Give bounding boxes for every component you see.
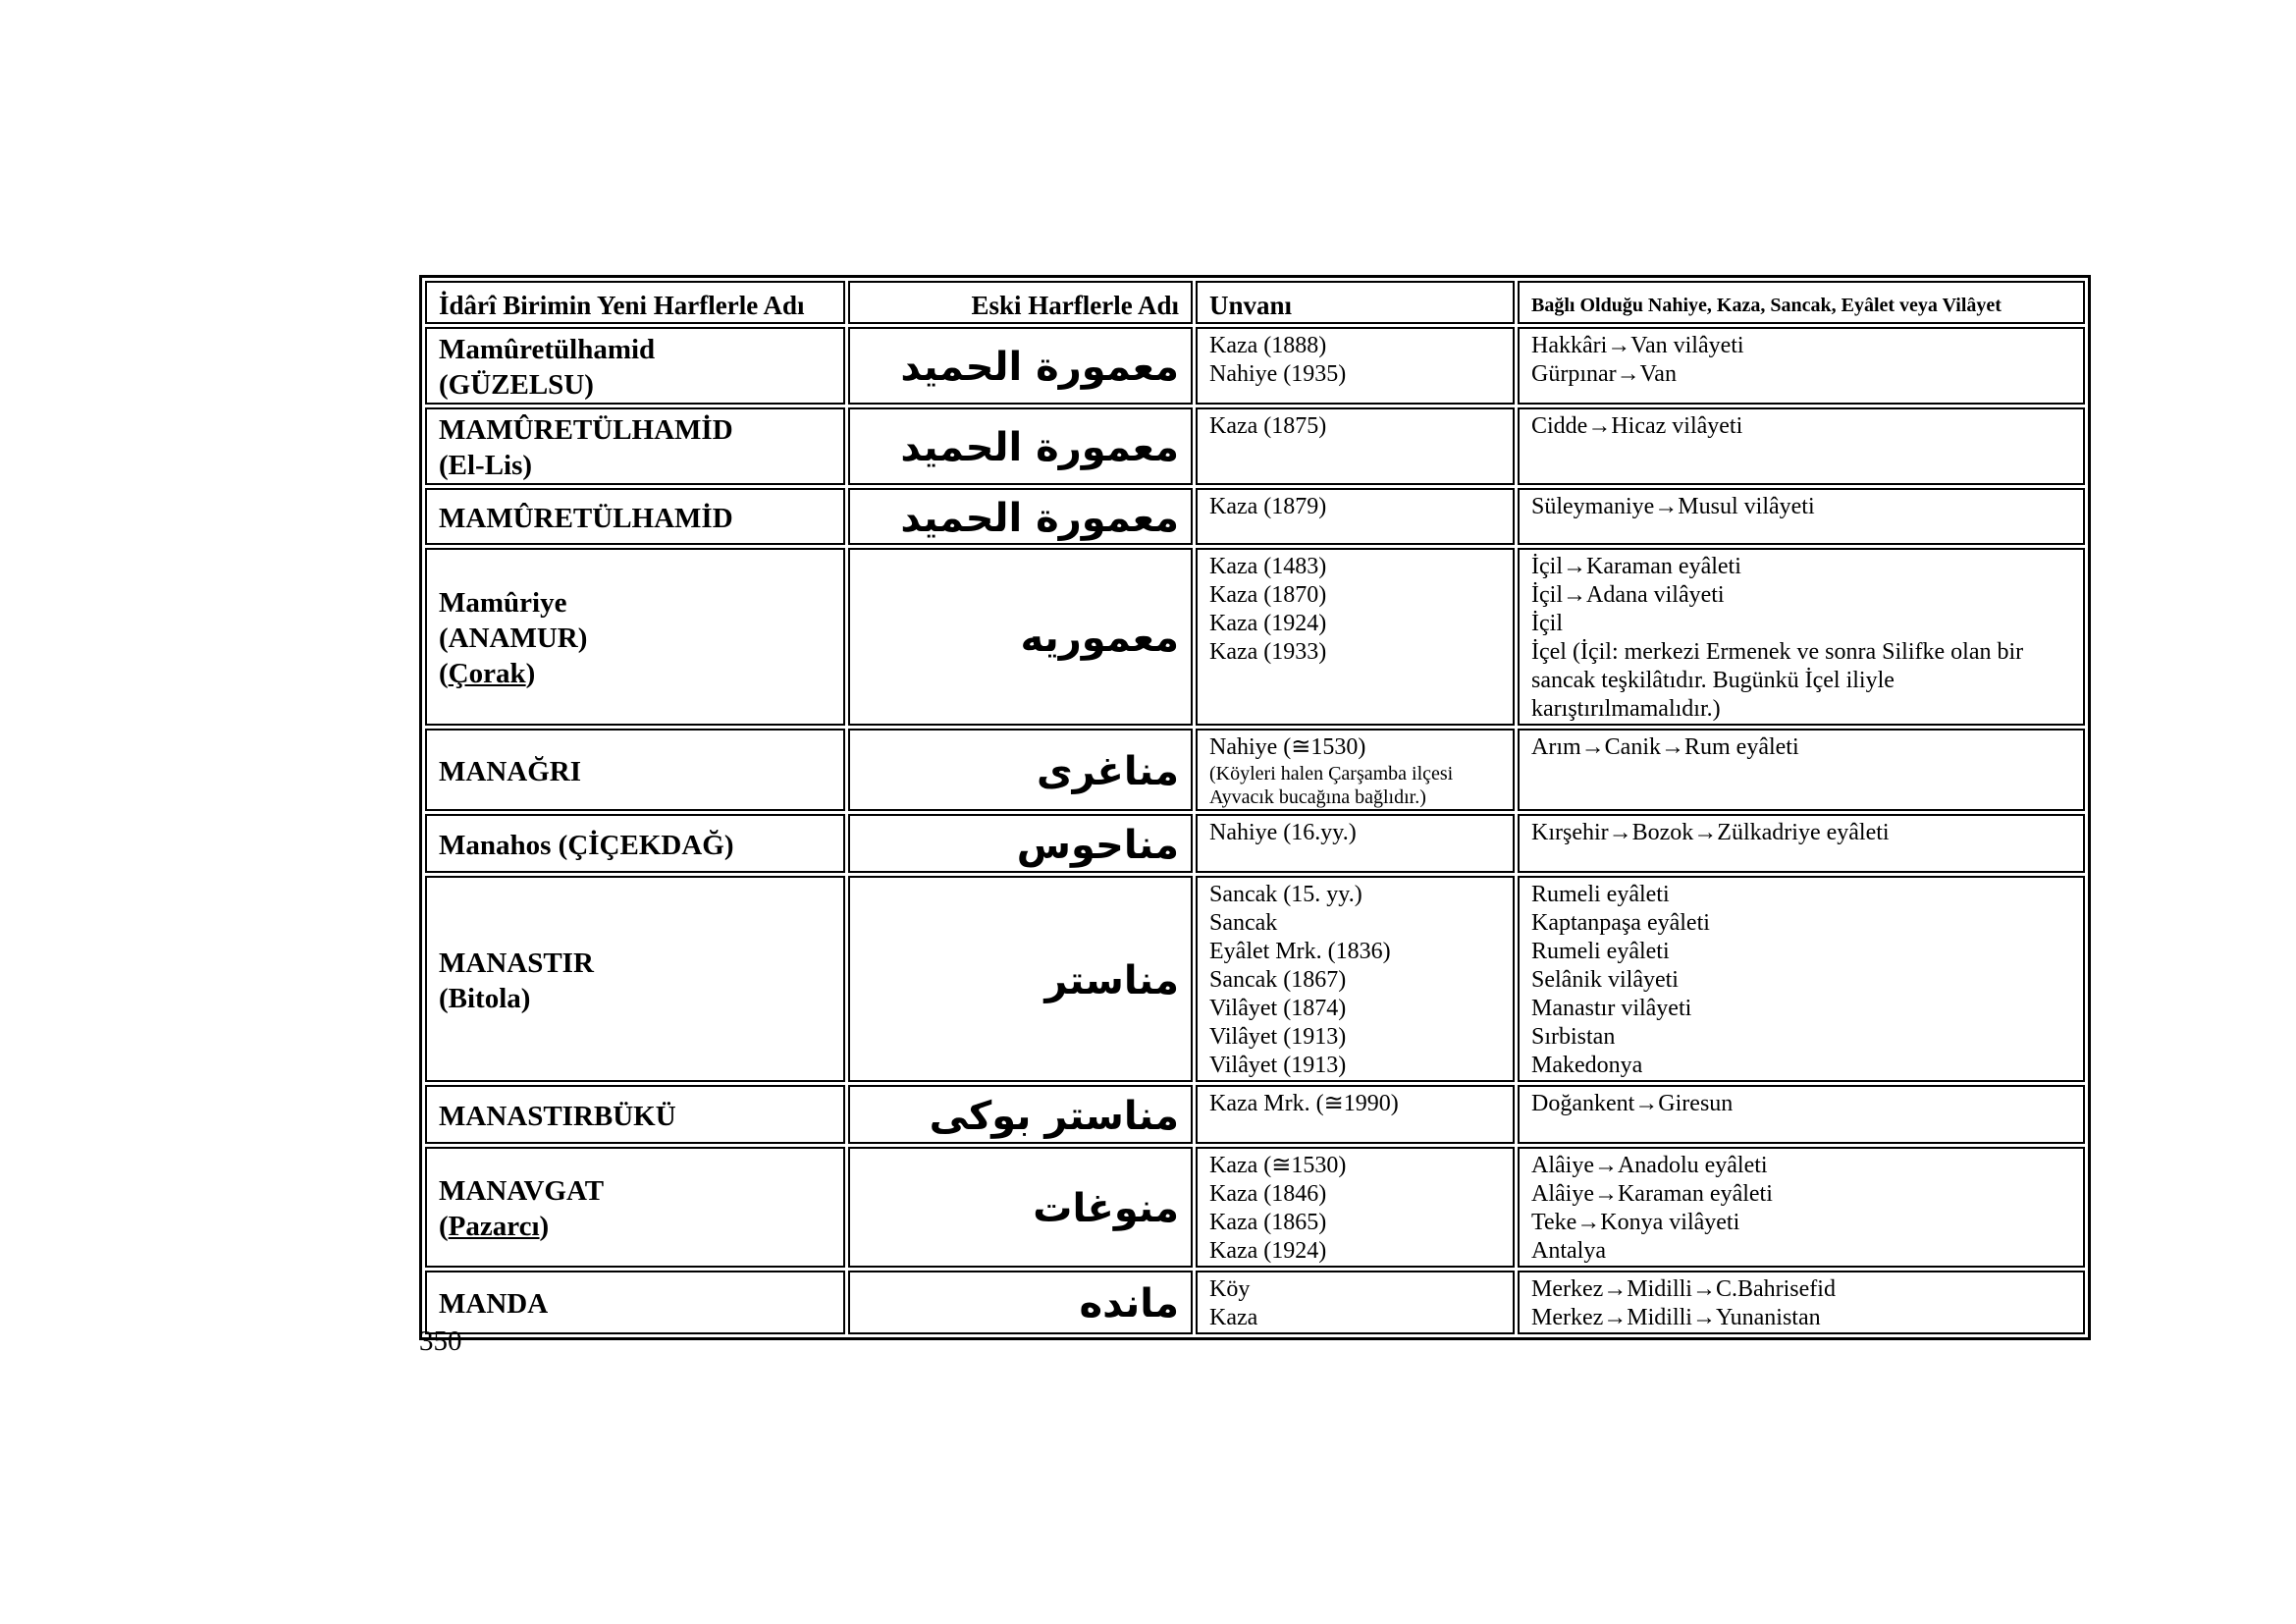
- cell-name: [425, 876, 845, 1082]
- bagli-line: Doğankent→Giresun: [1531, 1091, 1734, 1116]
- bagli-line: Kaptanpaşa eyâleti: [1531, 910, 1710, 936]
- cell-bagli: [1518, 1147, 2085, 1268]
- unvan-line: Nahiye (1935): [1209, 361, 1347, 387]
- name-line: (ANAMUR): [439, 623, 588, 654]
- header-unvan: Unvanı: [1196, 281, 1515, 324]
- bagli-line: Antalya: [1531, 1238, 1606, 1264]
- cell-old-script: مناستر بوكى: [848, 1085, 1193, 1144]
- bagli-line: İçil→Karaman eyâleti: [1531, 554, 1741, 579]
- name-line: Mamûriye: [439, 587, 567, 619]
- bagli-line: Merkez→Midilli→C.Bahrisefid: [1531, 1276, 1836, 1302]
- bagli-line: Rumeli eyâleti: [1531, 882, 1670, 907]
- unvan-line: Kaza (1846): [1209, 1181, 1327, 1207]
- unvan-line: Vilâyet (1874): [1209, 996, 1347, 1021]
- cell-unvan: [1196, 1147, 1515, 1268]
- unvan-line: Vilâyet (1913): [1209, 1024, 1347, 1050]
- bagli-line: İçil→Adana vilâyeti: [1531, 582, 1725, 608]
- page-number: 350: [419, 1326, 462, 1357]
- unvan-line: Kaza (≅1530): [1209, 1153, 1347, 1178]
- cell-old-script: معموريه: [848, 548, 1193, 726]
- name-line: (GÜZELSU): [439, 369, 594, 401]
- table-row: [425, 814, 2085, 873]
- unvan-line: Kaza (1924): [1209, 1238, 1327, 1264]
- cell-bagli: [1518, 729, 2085, 811]
- header-name: İdârî Birimin Yeni Harflerle Adı: [425, 281, 845, 324]
- cell-bagli: [1518, 876, 2085, 1082]
- cell-unvan: [1196, 876, 1515, 1082]
- unvan-line: Kaza (1924): [1209, 611, 1327, 636]
- name-line: MANDA: [439, 1288, 549, 1320]
- cell-unvan: [1196, 488, 1515, 545]
- cell-bagli: [1518, 1085, 2085, 1144]
- bagli-line: Gürpınar→Van: [1531, 361, 1677, 387]
- name-line: (Pazarcı): [439, 1211, 550, 1242]
- cell-name: [425, 407, 845, 485]
- unvan-line: Sancak (1867): [1209, 967, 1347, 993]
- bagli-line: Cidde→Hicaz vilâyeti: [1531, 413, 1743, 439]
- unvan-line: Eyâlet Mrk. (1836): [1209, 939, 1391, 964]
- bagli-line: Merkez→Midilli→Yunanistan: [1531, 1305, 1821, 1330]
- bagli-line: Manastır vilâyeti: [1531, 996, 1692, 1021]
- cell-name: [425, 1147, 845, 1268]
- cell-old-script: مانده: [848, 1271, 1193, 1334]
- table-row: [425, 729, 2085, 811]
- name-line: MANAVGAT: [439, 1175, 605, 1207]
- place-names-table: [419, 275, 2091, 1340]
- bagli-line: Makedonya: [1531, 1053, 1643, 1078]
- name-line: Manahos (ÇİÇEKDAĞ): [439, 829, 734, 861]
- table-row: [425, 407, 2085, 485]
- cell-bagli: [1518, 488, 2085, 545]
- cell-unvan: [1196, 407, 1515, 485]
- bagli-line: Teke→Konya vilâyeti: [1531, 1210, 1740, 1235]
- header-old-script: Eski Harflerle Adı: [848, 281, 1193, 324]
- bagli-line: Alâiye→Karaman eyâleti: [1531, 1181, 1773, 1207]
- cell-old-script: مناحوس: [848, 814, 1193, 873]
- table-row: [425, 327, 2085, 405]
- cell-name: [425, 814, 845, 873]
- table-row: [425, 876, 2085, 1082]
- cell-unvan: [1196, 327, 1515, 405]
- bagli-line: Süleymaniye→Musul vilâyeti: [1531, 494, 1815, 519]
- name-line: MANAĞRI: [439, 755, 581, 787]
- cell-old-script: مناستر: [848, 876, 1193, 1082]
- unvan-line: Nahiye (≅1530): [1209, 734, 1366, 760]
- name-line: (Çorak): [439, 658, 536, 689]
- unvan-line: Köy: [1209, 1276, 1251, 1302]
- unvan-line: Kaza (1879): [1209, 494, 1327, 519]
- table-row: [425, 488, 2085, 545]
- unvan-line: Kaza (1870): [1209, 582, 1327, 608]
- bagli-line: Selânik vilâyeti: [1531, 967, 1679, 993]
- unvan-line: Vilâyet (1913): [1209, 1053, 1347, 1078]
- cell-bagli: [1518, 407, 2085, 485]
- header-row: [425, 281, 2085, 324]
- cell-name: [425, 729, 845, 811]
- bagli-line: İçil: [1531, 611, 1563, 636]
- cell-unvan: [1196, 1085, 1515, 1144]
- name-line: Mamûretülhamid: [439, 334, 656, 365]
- bagli-line: Arım→Canik→Rum eyâleti: [1531, 734, 1799, 760]
- table-row: [425, 1147, 2085, 1268]
- unvan-line: Sancak (15. yy.): [1209, 882, 1362, 907]
- cell-name: [425, 1085, 845, 1144]
- header-bagli: Bağlı Olduğu Nahiye, Kaza, Sancak, Eyâlet veya Vilâyet: [1518, 281, 2085, 324]
- name-line: (Bitola): [439, 982, 531, 1014]
- name-line: MANASTIRBÜKÜ: [439, 1100, 676, 1132]
- bagli-line: Kırşehir→Bozok→Zülkadriye eyâleti: [1531, 820, 1890, 845]
- name-line: MAMÛRETÜLHAMİD: [439, 502, 733, 534]
- cell-unvan: [1196, 814, 1515, 873]
- unvan-note: (Köyleri halen Çarşamba ilçesi Ayvacık bucağına bağlıdır.): [1209, 763, 1454, 808]
- cell-bagli: [1518, 548, 2085, 726]
- cell-old-script: معمورة الحميد: [848, 407, 1193, 485]
- unvan-line: Kaza (1888): [1209, 333, 1327, 358]
- cell-old-script: معمورة الحميد: [848, 327, 1193, 405]
- cell-old-script: معمورة الحميد: [848, 488, 1193, 545]
- cell-unvan: [1196, 548, 1515, 726]
- bagli-line: Alâiye→Anadolu eyâleti: [1531, 1153, 1768, 1178]
- cell-unvan: [1196, 729, 1515, 811]
- table-row: [425, 548, 2085, 726]
- cell-bagli: [1518, 1271, 2085, 1334]
- cell-bagli: [1518, 814, 2085, 873]
- cell-name: [425, 1271, 845, 1334]
- unvan-line: Kaza (1865): [1209, 1210, 1327, 1235]
- cell-unvan: [1196, 1271, 1515, 1334]
- cell-name: [425, 327, 845, 405]
- table-row: [425, 1085, 2085, 1144]
- unvan-line: Kaza: [1209, 1305, 1258, 1330]
- unvan-line: Kaza (1483): [1209, 554, 1327, 579]
- unvan-line: Sancak: [1209, 910, 1278, 936]
- unvan-line: Kaza (1933): [1209, 639, 1327, 665]
- name-line: (El-Lis): [439, 450, 533, 481]
- cell-old-script: مناغرى: [848, 729, 1193, 811]
- bagli-line: Sırbistan: [1531, 1024, 1616, 1050]
- unvan-line: Nahiye (16.yy.): [1209, 820, 1357, 845]
- name-line: MAMÛRETÜLHAMİD: [439, 414, 733, 446]
- name-line: MANASTIR: [439, 947, 594, 979]
- bagli-line: Hakkâri→Van vilâyeti: [1531, 333, 1744, 358]
- cell-bagli: [1518, 327, 2085, 405]
- bagli-line: Rumeli eyâleti: [1531, 939, 1670, 964]
- unvan-line: Kaza Mrk. (≅1990): [1209, 1091, 1399, 1116]
- table-row: [425, 1271, 2085, 1334]
- unvan-line: Kaza (1875): [1209, 413, 1327, 439]
- cell-name: [425, 548, 845, 726]
- cell-old-script: منوغات: [848, 1147, 1193, 1268]
- bagli-line: İçel (İçil: merkezi Ermenek ve sonra Silifke olan bir sancak teşkilâtıdır. Bugünkü İçel iliyle karıştırılmamalıdır.): [1531, 639, 2024, 722]
- cell-name: [425, 488, 845, 545]
